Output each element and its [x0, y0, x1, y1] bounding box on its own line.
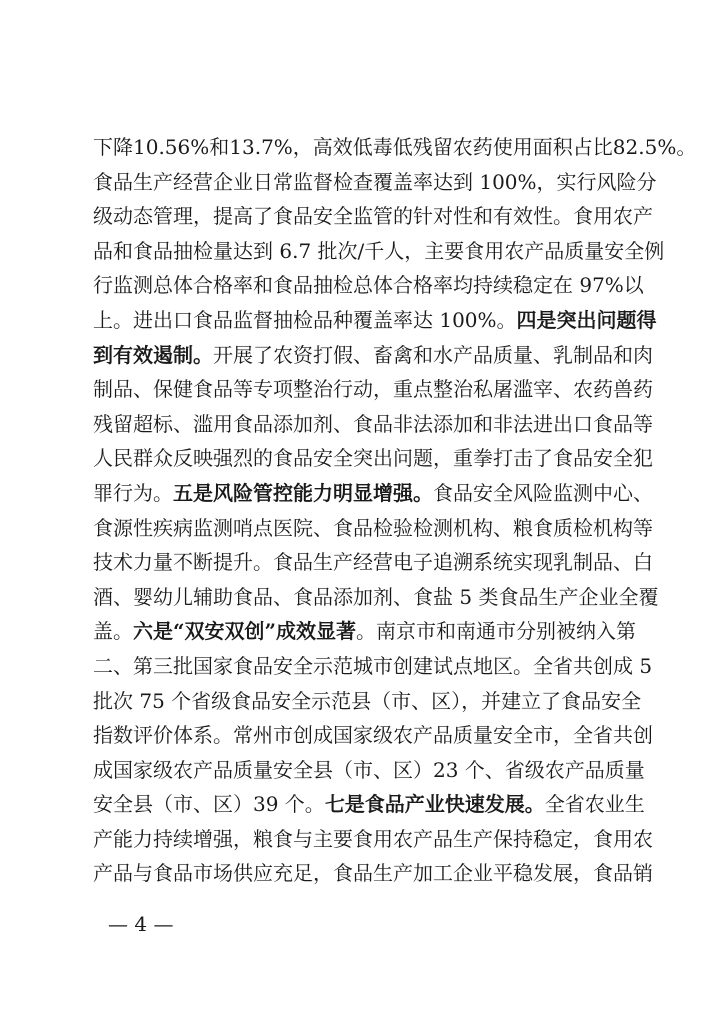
- body-text-segment: 食品生产经营企业日常监督检查覆盖率达到 100%，实行风险分: [93, 169, 657, 194]
- text-line: [93, 511, 653, 546]
- text-line: [93, 753, 645, 788]
- bold-heading-text: 六是“双安双创”成效显著: [133, 619, 357, 644]
- text-line: [93, 545, 653, 580]
- body-text-segment: 盖。: [93, 619, 133, 644]
- text-line: [93, 268, 644, 303]
- body-text-segment: 成国家级农产品质量安全县（市、区）23 个、省级农产品质量: [93, 757, 645, 782]
- body-text-segment: 指数评价体系。常州市创成国家级农产品质量安全市，全省共创: [93, 723, 653, 748]
- body-text-segment: 残留超标、滥用食品添加剂、食品非法添加和非法进出口食品等: [93, 411, 653, 436]
- text-line: [93, 372, 653, 407]
- text-line: [93, 787, 645, 822]
- body-text-segment: 技术力量不断提升。食品生产经营电子追溯系统实现乳制品、白: [93, 550, 653, 575]
- page-number: — 4 —: [108, 912, 174, 936]
- text-line: [93, 684, 642, 719]
- text-line: [93, 234, 665, 269]
- bold-heading-text: 到有效遏制。: [93, 342, 213, 367]
- body-text-segment: 制品、保健食品等专项整治行动，重点整治私屠滥宰、农药兽药: [93, 377, 653, 402]
- body-text-segment: 食品安全风险监测中心、: [433, 480, 653, 505]
- text-line: [93, 165, 657, 200]
- body-text-segment: 二、第三批国家食品安全示范城市创建试点地区。全省共创成 5: [93, 653, 653, 678]
- bold-heading-text: 四是突出问题得: [516, 307, 657, 332]
- body-text-segment: 行监测总体合格率和食品抽检总体合格率均持续稳定在 97%以: [93, 273, 644, 298]
- body-text-segment: 全省农业生: [544, 792, 645, 817]
- bold-heading-text: 七是食品产业快速发展。: [324, 792, 545, 817]
- text-line: [93, 718, 653, 753]
- body-text-segment: 下降10.56%和13.7%，高效低毒低残留农药使用面积占比82.5%。: [93, 135, 697, 159]
- body-text-segment: 批次 75 个省级食品安全示范县（市、区），并建立了食品安全: [93, 688, 642, 713]
- text-line: [93, 407, 653, 442]
- text-line: [93, 580, 659, 615]
- text-line: [93, 649, 653, 684]
- text-line: [93, 614, 637, 649]
- text-line: [93, 441, 653, 476]
- body-text-segment: 安全县（市、区）39 个。: [93, 792, 325, 817]
- text-line: [93, 303, 657, 338]
- text-line: [93, 476, 653, 511]
- body-text-segment: 级动态管理，提高了食品安全监管的针对性和有效性。食用农产: [93, 204, 653, 229]
- body-text-segment: 产品与食品市场供应充足，食品生产加工企业平稳发展，食品销: [93, 861, 653, 886]
- body-text-segment: 人民群众反映强烈的食品安全突出问题，重拳打击了食品安全犯: [93, 446, 653, 471]
- body-text-segment: 罪行为。: [93, 480, 173, 505]
- body-text-segment: 食源性疾病监测哨点医院、食品检验检测机构、粮食质检机构等: [93, 515, 653, 540]
- text-line: [93, 130, 697, 165]
- body-text-segment: 品和食品抽检量达到 6.7 批次/千人，主要食用农产品质量安全例: [93, 238, 665, 263]
- body-text-segment: 酒、婴幼儿辅助食品、食品添加剂、食盐 5 类食品生产企业全覆: [93, 584, 659, 609]
- text-line: [93, 822, 653, 857]
- text-line: [93, 338, 653, 373]
- body-text-segment: 产能力持续增强，粮食与主要食用农产品生产保持稳定，食用农: [93, 826, 653, 851]
- bold-heading-text: 五是风险管控能力明显增强。: [173, 480, 433, 505]
- body-text-segment: 开展了农资打假、畜禽和水产品质量、乳制品和肉: [213, 342, 653, 367]
- body-text-segment: 上。进出口食品监督抽检品种覆盖率达 100%。: [93, 307, 517, 332]
- text-line: [93, 199, 653, 234]
- text-line: [93, 856, 653, 891]
- body-text: [93, 130, 697, 891]
- body-text-segment: 。南京市和南通市分别被纳入第: [356, 619, 637, 644]
